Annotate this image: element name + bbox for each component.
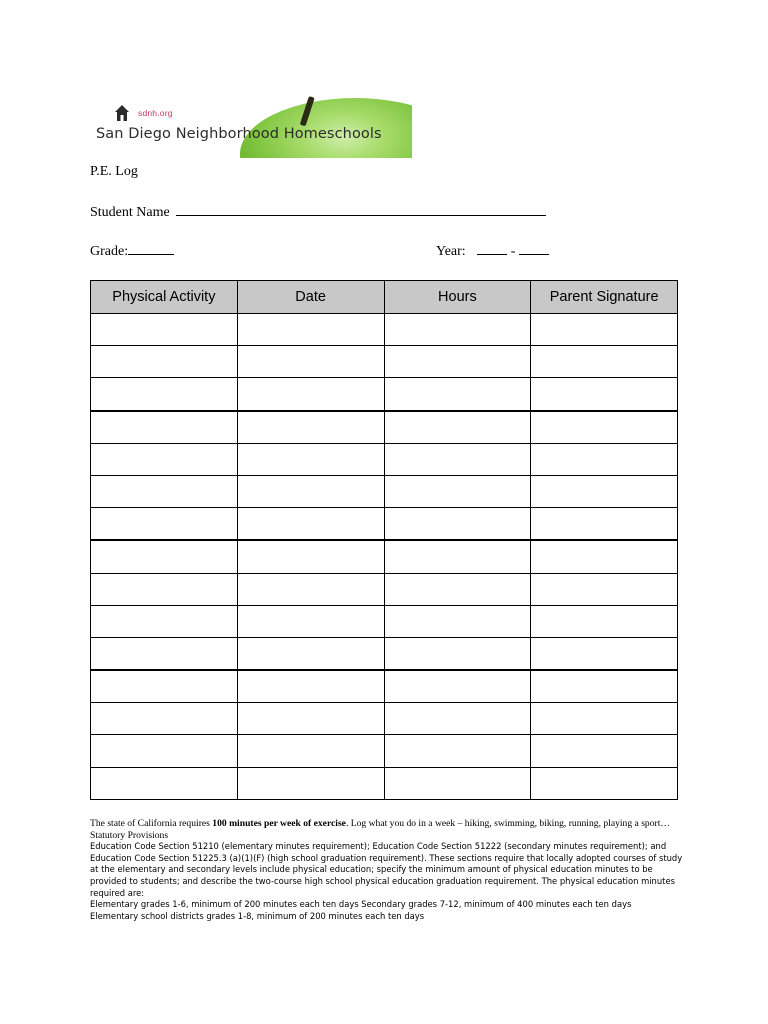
parent-signature-cell[interactable]: [531, 637, 678, 670]
footer-paragraph: Education Code Section 51210 (elementary minutes requirement); Education Code Section 51222 (secondary minutes requirement); and Education Code Section 51225.3 (a)(1)(F) (high school graduation requirement). These sections require that locally adopted courses of study at the elementary and secondary levels include physical education; specify the minimum amount of physical education minutes to be provided to students; and describe the two-course high school physical education graduation requirement. The physical education minutes required are:: [90, 841, 683, 898]
footer-intro-before: The state of California requires: [90, 818, 213, 829]
table-header-row: [91, 281, 678, 314]
footer-line-1: Elementary grades 1-6, minimum of 200 minutes each ten days Secondary grades 7-12, minimum of 400 minutes each ten days: [90, 899, 632, 910]
parent-signature-cell[interactable]: [531, 767, 678, 799]
activity-cell[interactable]: [91, 670, 238, 703]
grade-row: [90, 242, 174, 260]
hours-cell[interactable]: [384, 605, 531, 637]
activity-cell[interactable]: [91, 475, 238, 507]
footer-notes: [90, 818, 685, 922]
activity-cell[interactable]: [91, 703, 238, 735]
table-row: [91, 443, 678, 475]
pe-log-table: [90, 280, 678, 800]
column-header-parent-signature: Parent Signature: [531, 281, 678, 314]
year-start-field[interactable]: [477, 242, 507, 255]
hours-cell[interactable]: [384, 767, 531, 799]
hours-cell[interactable]: [384, 508, 531, 541]
table-row: [91, 735, 678, 767]
date-cell[interactable]: [237, 443, 384, 475]
table-row: [91, 314, 678, 346]
date-cell[interactable]: [237, 573, 384, 605]
table-row: [91, 703, 678, 735]
year-label: Year:: [436, 244, 466, 259]
date-cell[interactable]: [237, 475, 384, 507]
table-row: [91, 540, 678, 573]
student-name-row: [90, 203, 546, 221]
year-row: [436, 242, 549, 260]
activity-cell[interactable]: [91, 573, 238, 605]
activity-cell[interactable]: [91, 605, 238, 637]
activity-cell[interactable]: [91, 767, 238, 799]
date-cell[interactable]: [237, 378, 384, 411]
table-row: [91, 378, 678, 411]
hours-cell[interactable]: [384, 314, 531, 346]
column-header-date: Date: [237, 281, 384, 314]
footer-intro-bold: 100 minutes per week of exercise: [212, 818, 346, 829]
date-cell[interactable]: [237, 703, 384, 735]
activity-cell[interactable]: [91, 346, 238, 378]
table-body: [91, 314, 678, 800]
hours-cell[interactable]: [384, 411, 531, 444]
parent-signature-cell[interactable]: [531, 735, 678, 767]
year-end-field[interactable]: [519, 242, 549, 255]
hours-cell[interactable]: [384, 475, 531, 507]
date-cell[interactable]: [237, 735, 384, 767]
logo-url: sdnh.org: [138, 108, 173, 118]
table-row: [91, 767, 678, 799]
activity-cell[interactable]: [91, 637, 238, 670]
logo-name: San Diego Neighborhood Homeschools: [96, 126, 382, 142]
parent-signature-cell[interactable]: [531, 475, 678, 507]
hours-cell[interactable]: [384, 540, 531, 573]
parent-signature-cell[interactable]: [531, 378, 678, 411]
parent-signature-cell[interactable]: [531, 540, 678, 573]
column-header-hours: Hours: [384, 281, 531, 314]
parent-signature-cell[interactable]: [531, 314, 678, 346]
date-cell[interactable]: [237, 605, 384, 637]
parent-signature-cell[interactable]: [531, 508, 678, 541]
date-cell[interactable]: [237, 314, 384, 346]
footer-line-2: Elementary school districts grades 1-8, minimum of 200 minutes each ten days: [90, 910, 425, 921]
footer-intro-after: . Log what you do in a week – hiking, swimming, biking, running, playing a sport… Statutory Provisions: [90, 818, 670, 841]
hours-cell[interactable]: [384, 443, 531, 475]
activity-cell[interactable]: [91, 314, 238, 346]
hours-cell[interactable]: [384, 637, 531, 670]
student-name-field[interactable]: [176, 203, 546, 216]
footer-intro: [90, 818, 685, 841]
house-logo-icon: [114, 104, 130, 122]
date-cell[interactable]: [237, 508, 384, 541]
activity-cell[interactable]: [91, 508, 238, 541]
hours-cell[interactable]: [384, 378, 531, 411]
parent-signature-cell[interactable]: [531, 703, 678, 735]
header-banner: [90, 96, 412, 158]
student-name-label: Student Name: [90, 205, 170, 220]
hours-cell[interactable]: [384, 670, 531, 703]
page-title: P.E. Log: [90, 164, 138, 179]
hours-cell[interactable]: [384, 703, 531, 735]
table-row: [91, 508, 678, 541]
table-row: [91, 346, 678, 378]
grade-field[interactable]: [128, 242, 174, 255]
date-cell[interactable]: [237, 346, 384, 378]
parent-signature-cell[interactable]: [531, 346, 678, 378]
table-row: [91, 411, 678, 444]
parent-signature-cell[interactable]: [531, 605, 678, 637]
table-row: [91, 637, 678, 670]
parent-signature-cell[interactable]: [531, 411, 678, 444]
hours-cell[interactable]: [384, 346, 531, 378]
activity-cell[interactable]: [91, 378, 238, 411]
table-row: [91, 605, 678, 637]
table-row: [91, 573, 678, 605]
date-cell[interactable]: [237, 767, 384, 799]
activity-cell[interactable]: [91, 735, 238, 767]
hours-cell[interactable]: [384, 573, 531, 605]
parent-signature-cell[interactable]: [531, 670, 678, 703]
date-cell[interactable]: [237, 670, 384, 703]
date-cell[interactable]: [237, 411, 384, 444]
activity-cell[interactable]: [91, 411, 238, 444]
year-separator: -: [510, 244, 516, 259]
column-header-physical-activity: Physical Activity: [91, 281, 238, 314]
grade-label: Grade:: [90, 244, 129, 259]
activity-cell[interactable]: [91, 540, 238, 573]
activity-cell[interactable]: [91, 443, 238, 475]
date-cell[interactable]: [237, 637, 384, 670]
table-row: [91, 475, 678, 507]
date-cell[interactable]: [237, 540, 384, 573]
hours-cell[interactable]: [384, 735, 531, 767]
parent-signature-cell[interactable]: [531, 573, 678, 605]
parent-signature-cell[interactable]: [531, 443, 678, 475]
table-row: [91, 670, 678, 703]
